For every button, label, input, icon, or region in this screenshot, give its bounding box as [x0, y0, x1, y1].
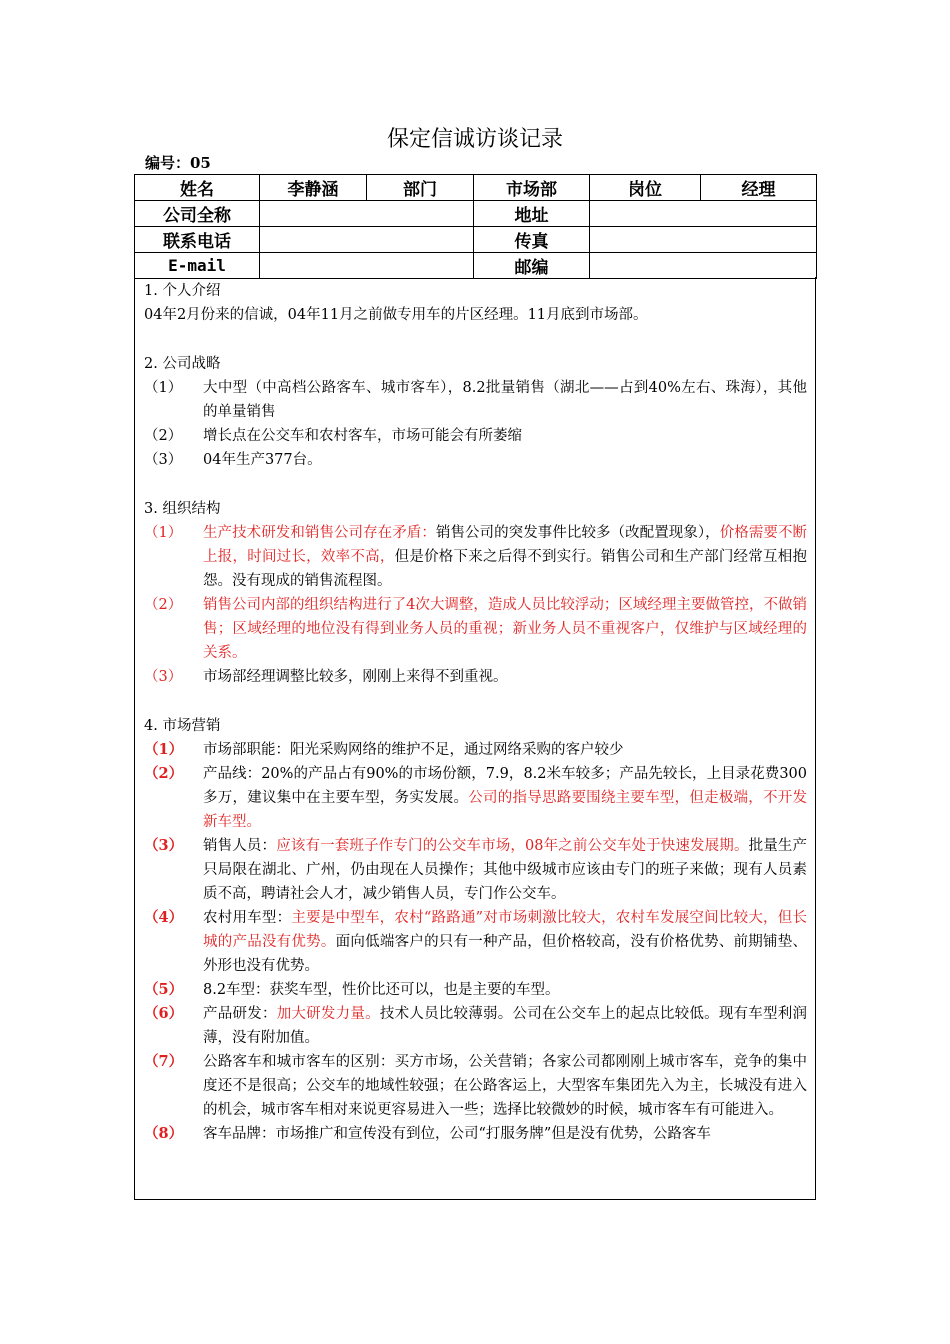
body-text: 技术人员比较薄弱。公司在公交车上的起点比较低。现有车型利润薄，没有附加值。 — [203, 1006, 808, 1046]
zip-label: 邮编 — [474, 253, 590, 279]
item-text: 公路客车和城市客车的区别：买方市场，公关营销；各家公司都刚刚上城市客车，竞争的集中度还不是很高；公交车的地域性较强；在公路客运上，大型客车集团先入为主，长城没有进入的机会，城市客车相对来说更容易进入一些；选择比较微妙的时候，城市客车有可能进入。 — [203, 1054, 807, 1118]
list-item — [144, 762, 807, 834]
zip-value — [590, 253, 817, 279]
list-item — [144, 834, 807, 906]
interview-body — [134, 277, 816, 1200]
highlight-text: 价格需要不断上报，时间过长，效率不高， — [203, 525, 808, 565]
body-text: 销售人员： — [203, 838, 277, 854]
name-value: 李静涵 — [260, 175, 367, 201]
table-row — [135, 253, 817, 279]
list-item — [144, 1002, 807, 1050]
section-heading: 3. 组织结构 — [144, 501, 221, 517]
list-item — [144, 593, 807, 665]
item-number: （2） — [144, 597, 183, 613]
section-heading: 1. 个人介绍 — [144, 283, 221, 299]
item-number: （2） — [144, 765, 184, 782]
list-item — [144, 978, 807, 1002]
item-number: （6） — [144, 1005, 184, 1022]
body-text: 产品研发： — [203, 1006, 277, 1022]
list-item — [144, 521, 807, 593]
list-item — [144, 448, 807, 472]
email-label: E-mail — [135, 253, 260, 279]
item-number: （7） — [144, 1053, 184, 1070]
list-item — [144, 424, 807, 448]
item-text: 销售公司内部的组织结构进行了4次大调整，造成人员比较浮动；区域经理主要做管控，不做销售；区域经理的地位没有得到业务人员的重视；新业务人员不重视客户，仅维护与区域经理的关系。 — [203, 597, 807, 661]
item-number: （2） — [144, 428, 183, 444]
item-text: 客车品牌：市场推广和宣传没有到位，公司“打服务牌”但是没有优势，公路客车 — [203, 1126, 711, 1142]
item-text — [203, 521, 807, 593]
list-item — [144, 906, 807, 978]
body-text: 销售公司的突发事件比较多（改配置现象）， — [435, 525, 720, 541]
highlight-text: 生产技术研发和销售公司存在矛盾： — [203, 525, 436, 541]
list-item — [144, 1122, 807, 1146]
dept-label: 部门 — [367, 175, 474, 201]
highlight-text: 主要是中型车，农村“路路通”对市场刺激比较大，农村车发展空间比较大，但长城的产品没有优势。 — [203, 910, 807, 950]
item-text: 04年生产377台。 — [203, 452, 322, 468]
email-value — [260, 253, 474, 279]
fax-label: 传真 — [474, 227, 590, 253]
table-row — [135, 201, 817, 227]
item-number: （3） — [144, 452, 183, 468]
item-text — [203, 1002, 807, 1050]
address-value — [590, 201, 817, 227]
item-number: （1） — [144, 741, 184, 758]
body-text: 农村用车型： — [203, 910, 292, 926]
phone-label: 联系电话 — [135, 227, 260, 253]
item-text: 市场部职能：阳光采购网络的维护不足，通过网络采购的客户较少 — [203, 742, 624, 758]
post-value: 经理 — [701, 175, 817, 201]
body-text: 批量生产只局限在湖北、广州，仍由现在人员操作；其他中级城市应该由专门的班子来做；现有人员素质不高，聘请社会人才，减少销售人员，专门作公交车。 — [203, 838, 808, 902]
fax-value — [590, 227, 817, 253]
item-number: （5） — [144, 981, 184, 998]
item-text — [203, 834, 807, 906]
info-table — [134, 174, 817, 279]
item-text — [203, 906, 807, 978]
item-text: 市场部经理调整比较多，刚刚上来得不到重视。 — [203, 669, 508, 685]
item-number: （4） — [144, 909, 184, 926]
section-heading: 4. 市场营销 — [144, 718, 221, 734]
page-title: 保定信诚访谈记录 — [386, 127, 563, 152]
highlight-text: 公司的指导思路要围绕主要车型，但走极端，不开发新车型。 — [203, 790, 808, 830]
table-row — [135, 227, 817, 253]
highlight-text: 加大研发力量。 — [276, 1006, 380, 1022]
name-label: 姓名 — [135, 175, 260, 201]
item-number: （1） — [144, 380, 183, 396]
item-text: 8.2车型：获奖车型，性价比还可以，也是主要的车型。 — [203, 982, 560, 998]
item-text: 增长点在公交车和农村客车，市场可能会有所萎缩 — [203, 428, 522, 444]
list-item — [144, 665, 807, 689]
phone-value — [260, 227, 474, 253]
item-number: （8） — [144, 1125, 184, 1142]
address-label: 地址 — [474, 201, 590, 227]
list-item — [144, 738, 807, 762]
company-value — [260, 201, 474, 227]
table-row — [135, 175, 817, 201]
item-text — [203, 762, 807, 834]
body-text: 产品线：20%的产品占有90%的市场份额，7.9，8.2米车较多；产品先较长，上目录花费300多万，建议集中在主要车型，务实发展。 — [203, 766, 807, 806]
body-text: 但是价格下来之后得不到实行。销售公司和生产部门经常互相抱怨。没有现成的销售流程图。 — [203, 549, 808, 589]
item-number: （1） — [144, 525, 183, 541]
dept-value: 市场部 — [474, 175, 590, 201]
section-heading: 2. 公司战略 — [144, 356, 221, 372]
paragraph: 04年2月份来的信诚，04年11月之前做专用车的片区经理。11月底到市场部。 — [144, 307, 648, 323]
list-item — [144, 376, 807, 424]
list-item — [144, 1050, 807, 1122]
body-text: 面向低端客户的只有一种产品，但价格较高，没有价格优势、前期铺垫、外形也没有优势。 — [203, 934, 808, 974]
item-number: （3） — [144, 669, 183, 685]
post-label: 岗位 — [590, 175, 701, 201]
highlight-text: 应该有一套班子作专门的公交车市场，08年之前公交车处于快速发展期。 — [276, 838, 749, 854]
company-label: 公司全称 — [135, 201, 260, 227]
item-number: （3） — [144, 837, 184, 854]
document-number: 编号：05 — [145, 154, 211, 172]
item-text: 大中型（中高档公路客车、城市客车），8.2批量销售（湖北——占到40%左右、珠海），其他的单量销售 — [203, 380, 807, 420]
